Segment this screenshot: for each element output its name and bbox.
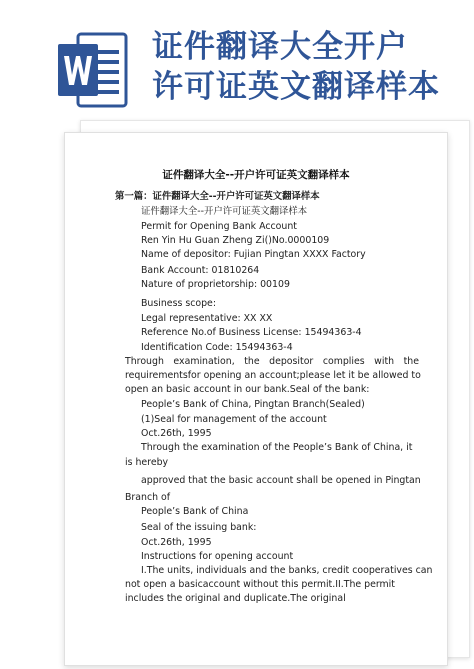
word-document-icon [56, 30, 128, 110]
body-line: I.The units, individuals and the banks, credit cooperatives can [141, 565, 433, 576]
body-line: approved that the basic account shall be opened in Pingtan [141, 475, 421, 486]
section-heading: 第一篇：证件翻译大全--开户许可证英文翻译样本 [115, 191, 320, 202]
banner-title-line1: 证件翻译大全开户 [152, 29, 408, 65]
body-line: Legal representative: XX XX [141, 313, 273, 324]
body-line: requirementsfor opening an account;please let it be allowed to [125, 370, 421, 381]
body-line: Branch of [125, 492, 171, 503]
body-line: open an basic account in our bank.Seal of the bank: [125, 384, 370, 395]
body-line: Oct.26th, 1995 [141, 428, 212, 439]
body-line: includes the original and duplicate.The original [125, 593, 346, 604]
document-page [64, 132, 448, 666]
body-line: Oct.26th, 1995 [141, 537, 212, 548]
body-line: not open a basicaccount without this permit.II.The permit [125, 579, 395, 590]
banner-title-line2: 许可证英文翻译样本 [152, 69, 440, 105]
body-line: 证件翻译大全--开户许可证英文翻译样本 [141, 206, 308, 217]
body-line: Through examination, the depositor complies with the [125, 356, 419, 367]
banner [0, 0, 474, 118]
body-line: Business scope: [141, 298, 216, 309]
body-line: (1)Seal for management of the account [141, 414, 327, 425]
body-line: Reference No.of Business License: 15494363-4 [141, 327, 362, 338]
body-line: is hereby [125, 457, 169, 468]
body-line: Ren Yin Hu Guan Zheng Zi()No.0000109 [141, 235, 330, 246]
body-line: Through the examination of the People’s Bank of China, it [141, 442, 413, 453]
body-line: Name of depositor: Fujian Pingtan XXXX Factory [141, 249, 366, 260]
body-line: People’s Bank of China [141, 506, 249, 517]
document-title: 证件翻译大全--开户许可证英文翻译样本 [162, 169, 350, 181]
body-line: Nature of proprietorship: 00109 [141, 279, 290, 290]
body-line: Permit for Opening Bank Account [141, 221, 297, 232]
body-line: Bank Account: 01810264 [141, 265, 260, 276]
body-line: Identification Code: 15494363-4 [141, 342, 293, 353]
body-line: Instructions for opening account [141, 551, 294, 562]
body-line: Seal of the issuing bank: [141, 522, 257, 533]
body-line: People’s Bank of China, Pingtan Branch(Sealed) [141, 399, 365, 410]
